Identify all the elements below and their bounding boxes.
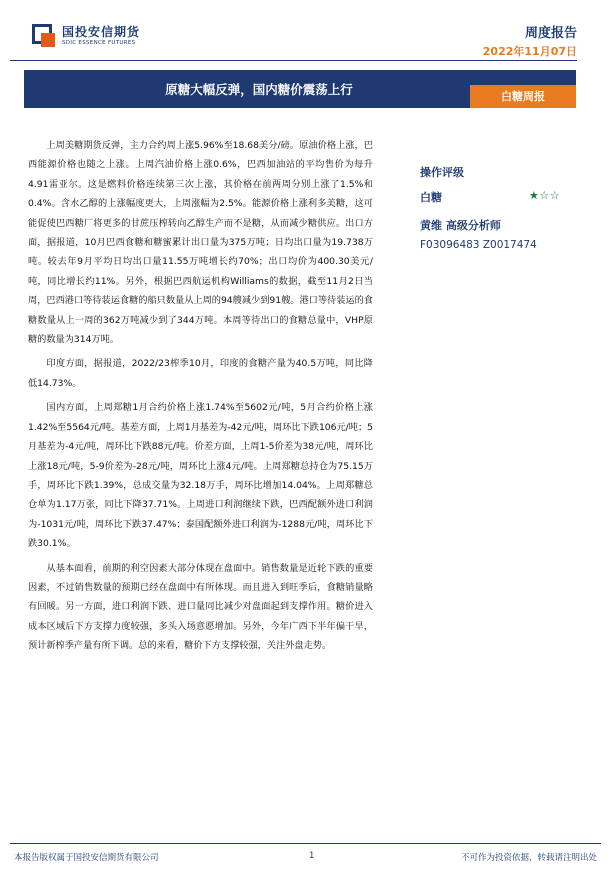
rating-label: 操作评级 (420, 166, 464, 179)
analyst-licenses: F03096483 Z0017474 (420, 239, 537, 251)
body-paragraph-domestic: 国内方面，上周郑糖1月合约价格上涨1.74%至5602元/吨，5月合约价格上涨1.42%至5564元/吨。基差方面，上周1月基差为-42元/吨，周环比下跌106元/吨；5月基差为-4元/吨，周环比下跌88元/吨。价差方面，上周1-5价差为38元/吨，周环比上涨18元/吨，5-9价差为-28元/吨，周环比上涨4元/吨。上周郑糖总持仓为75.15万手，周环比下跌1.39%，总成交量为32.18万手，周环比增加14.04%。上周郑糖总仓单为1.17万张，同比下降37.71%。上周进口利润继续下跌，巴西配额外进口利润为-1031元/吨，周环比下跌37.47%；泰国配额外进口利润为-1288元/吨，周环比下跌30.1%。 (28, 402, 373, 550)
rating-sidebar (420, 164, 600, 251)
logo-mark-icon (32, 24, 56, 48)
body-paragraph-india: 印度方面，据报道，2022/23榨季10月，印度的食糖产量为40.5万吨，同比降低14.73%。 (28, 358, 373, 389)
rating-item: 白糖 (420, 191, 442, 204)
page-number: 1 (309, 851, 315, 861)
body-paragraph-intl-market: 上周美糖期货反弹，主力合约周上涨5.96%至18.68美分/磅。原油价格上涨，巴西能源价格也随之上涨。上周汽油价格上涨0.6%，巴西加油站的平均售价为每升4.91雷亚尔。这是燃料价格连续第三次上涨，其价格在前两周分别上涨了1.5%和0.4%。含水乙醇的上涨幅度更大，上周涨幅为2.5%。能源价格上涨利多美糖，这可能促使巴西糖厂将更多的甘蔗压榨转向乙醇生产而不是糖，从而减少糖供应。出口方面，据报道，10月巴西食糖和糖蜜累计出口量为375万吨；日均出口量为19.738万吨。较去年9月平均日均出口量11.55万吨增长约70%；出口均价为400.30美元/吨，同比增长约11%。另外，根据巴西航运机构Williams的数据，截至11月2日当周，巴西港口等待装运食糖的船只数量从上周的94艘减少到91艘。港口等待装运的食糖数量从上一周的362万吨减少到了344万吨。本周等待出口的食糖总量中，VHP原糖的数量为314万吨。 (28, 140, 373, 346)
logo-english-name: SDIC ESSENCE FUTURES (62, 40, 136, 46)
header-divider (10, 60, 577, 61)
report-body (28, 136, 373, 656)
category-tab: 白糖周报 (470, 85, 576, 108)
rating-row (420, 189, 600, 207)
footer-divider (10, 843, 601, 844)
report-title: 原糖大幅反弹，国内糖价震荡上行 (165, 82, 353, 97)
body-paragraph-fundamentals: 从基本面看，前期的利空因素大部分体现在盘面中。销售数量是近轮下跌的重要因素，不过销售数量的预期已经在盘面中有所体现。而且进入到旺季后，食糖销量略有回暖。另一方面，进口利润下跌、进口量同比减少对盘面起到支撑作用。糖价进入成本区域后下方支撑力度较强，多头入场意愿增加。另外，今年广西下半年偏干旱，预计新榨季产量有所下调。总的来看，糖价下方支撑较强，关注外盘走势。 (28, 562, 373, 652)
rating-stars-icon: ★☆☆ (529, 189, 561, 202)
title-banner (24, 70, 576, 108)
report-date: 2022年11月07日 (482, 45, 577, 58)
report-type: 周度报告 (524, 26, 577, 41)
footer-copyright: 本报告版权属于国投安信期货有限公司 (14, 853, 159, 863)
footer-disclaimer: 不可作为投资依据，转载请注明出处 (460, 853, 597, 863)
logo-chinese-name: 国投安信期货 (62, 25, 141, 39)
analyst-name: 黄维 高级分析师 (420, 219, 501, 232)
company-logo (32, 24, 140, 48)
